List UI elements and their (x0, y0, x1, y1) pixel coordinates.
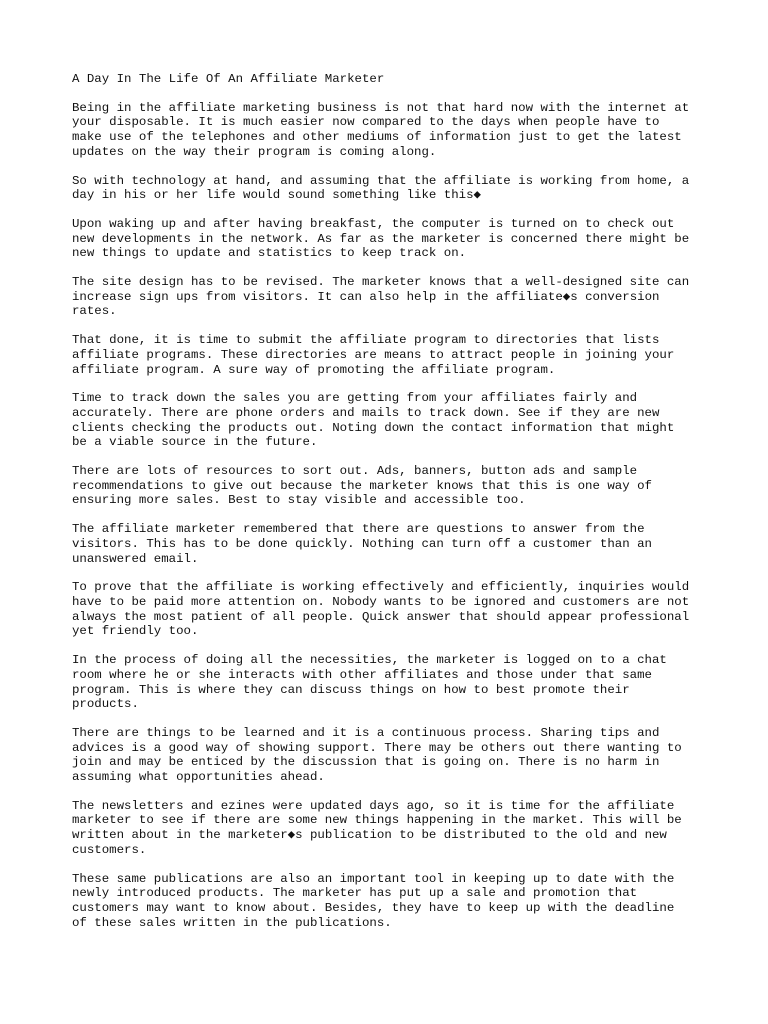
paragraph-line: written about in the marketer◆s publication to be distributed to the old and new (72, 828, 667, 843)
paragraph-line: increase sign ups from visitors. It can also help in the affiliate◆s conversion (72, 289, 660, 304)
paragraph-line: program. This is where they can discuss things on how to best promote their (72, 682, 630, 697)
paragraph-line: Upon waking up and after having breakfast, the computer is turned on to check out (72, 216, 675, 231)
paragraph (72, 580, 702, 639)
paragraph-line: Being in the affiliate marketing business is not that hard now with the internet at (72, 100, 690, 115)
paragraph-line: updates on the way their program is coming along. (72, 144, 437, 159)
paragraph-line: your disposable. It is much easier now compared to the days when people have to (72, 115, 660, 130)
paragraph-line: To prove that the affiliate is working effectively and efficiently, inquiries would (72, 580, 690, 595)
paragraph-line: visitors. This has to be done quickly. Nothing can turn off a customer than an (72, 536, 652, 551)
paragraph-line: always the most patient of all people. Quick answer that should appear professional (72, 609, 690, 624)
document-body (72, 72, 702, 944)
paragraph-line: These same publications are also an important tool in keeping up to date with the (72, 871, 675, 886)
paragraph (72, 726, 702, 785)
paragraph-line: ensuring more sales. Best to stay visible and accessible too. (72, 493, 526, 508)
paragraph-line: of these sales written in the publications. (72, 915, 392, 930)
paragraph-line: recommendations to give out because the marketer knows that this is one way of (72, 478, 652, 493)
paragraph-line: make use of the telephones and other mediums of information just to get the latest (72, 130, 682, 145)
paragraph-line: The site design has to be revised. The marketer knows that a well-designed site can (72, 275, 690, 290)
paragraph-line: affiliate programs. These directories are means to attract people in joining your (72, 347, 675, 362)
paragraph-line: accurately. There are phone orders and mails to track down. See if they are new (72, 405, 660, 420)
paragraph-line: customers may want to know about. Besides, they have to keep up with the deadline (72, 900, 675, 915)
document-title: A Day In The Life Of An Affiliate Marketer (72, 72, 385, 86)
paragraph-line: There are lots of resources to sort out. Ads, banners, button ads and sample (72, 464, 638, 479)
paragraph (72, 653, 702, 712)
paragraph-line: yet friendly too. (72, 624, 199, 639)
paragraph-line: The affiliate marketer remembered that there are questions to answer from the (72, 522, 645, 537)
paragraph-line: marketer to see if there are some new things happening in the market. This will be (72, 813, 682, 828)
paragraph-line: So with technology at hand, and assuming that the affiliate is working from home, a (72, 173, 690, 188)
paragraph-line: The newsletters and ezines were updated days ago, so it is time for the affiliate (72, 798, 675, 813)
paragraph (72, 799, 702, 858)
paragraph-line: There are things to be learned and it is a continuous process. Sharing tips and (72, 725, 660, 740)
paragraph-line: That done, it is time to submit the affiliate program to directories that lists (72, 333, 660, 348)
paragraph (72, 391, 702, 450)
paragraph-line: assuming what opportunities ahead. (72, 770, 325, 785)
paragraph-line: rates. (72, 304, 117, 319)
paragraph (72, 275, 702, 319)
paragraph (72, 174, 702, 203)
paragraph (72, 333, 702, 377)
paragraph-line: products. (72, 697, 139, 712)
paragraph-line: new developments in the network. As far as the marketer is concerned there might be (72, 231, 690, 246)
paragraph-line: be a viable source in the future. (72, 435, 318, 450)
paragraph (72, 464, 702, 508)
paragraph-list (72, 101, 702, 931)
paragraph-line: unanswered email. (72, 551, 199, 566)
paragraph-line: day in his or her life would sound something like this◆ (72, 188, 481, 203)
paragraph-line: advices is a good way of showing support. There may be others out there wanting to (72, 740, 682, 755)
paragraph-line: In the process of doing all the necessities, the marketer is logged on to a chat (72, 653, 667, 668)
paragraph (72, 101, 702, 160)
paragraph-line: room where he or she interacts with other affiliates and those under that same (72, 667, 652, 682)
paragraph-line: join and may be enticed by the discussion that is going on. There is no harm in (72, 755, 660, 770)
paragraph-line: Time to track down the sales you are getting from your affiliates fairly and (72, 391, 638, 406)
paragraph-line: new things to update and statistics to keep track on. (72, 246, 467, 261)
paragraph-line: customers. (72, 842, 147, 857)
paragraph (72, 217, 702, 261)
paragraph-line: have to be paid more attention on. Nobody wants to be ignored and customers are not (72, 594, 690, 609)
paragraph (72, 872, 702, 931)
paragraph-line: newly introduced products. The marketer has put up a sale and promotion that (72, 886, 638, 901)
paragraph (72, 522, 702, 566)
paragraph-line: affiliate program. A sure way of promoting the affiliate program. (72, 362, 556, 377)
paragraph-line: clients checking the products out. Noting down the contact information that might (72, 420, 675, 435)
